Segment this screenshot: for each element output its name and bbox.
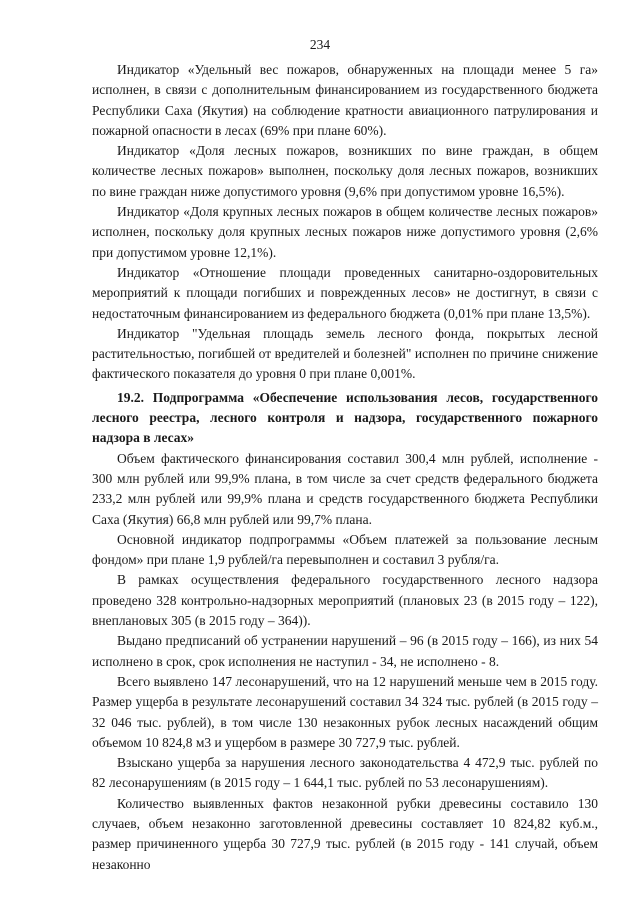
page-number: 234 bbox=[309, 37, 331, 52]
paragraph-violations-detected: Всего выявлено 147 лесонарушений, что на 12 нарушений меньше чем в 2015 году. Размер ущерба в результате лесонарушений составил 34 324 тыс. рублей (в 2015 году – 32 046 тыс. рублей), в том числе 130 незаконных рубок лесных насаждений общим объемом 10 824,8 м3 и ущербом в размере 30 727,9 тыс. рублей. bbox=[92, 673, 598, 750]
paragraph-main-indicator: Основной индикатор подпрограммы «Объем платежей за пользование лесным фондом» при плане 1,9 рублей/га перевыполнен и составил 3 рубля/га. bbox=[92, 531, 598, 568]
paragraph-indicator-citizen-fires: Индикатор «Доля лесных пожаров, возникших по вине граждан, в общем количестве лесных пожаров» выполнен, поскольку доля лесных пожаров, возникших по вине граждан ниже допустимого уровня (9,6% при допустимом уровне 16,5%). bbox=[92, 143, 598, 199]
paragraph-supervision-measures: В рамках осуществления федерального государственного лесного надзора проведено 328 контрольно-надзорных мероприятий (плановых 23 (в 2015 году – 122), внеплановых 305 (в 2015 году – 364)). bbox=[92, 572, 598, 629]
paragraph-indicator-small-fires: Индикатор «Удельный вес пожаров, обнаруженных на площади менее 5 га» исполнен, в связи с дополнительным финансированием из государственного бюджета Республики Саха (Якутия) на соблюдение кратности авиационного патрулирования и пожарной опасности в лесах (69% при плане 60%). bbox=[92, 62, 598, 138]
paragraph-orders-issued: Выдано предписаний об устранении нарушений – 96 (в 2015 году – 166), из них 54 исполнено в срок, срок исполнения не наступил - 34, не исполнено - 8. bbox=[92, 633, 598, 669]
document-body bbox=[92, 60, 598, 875]
paragraph-illegal-logging: Количество выявленных фактов незаконной рубки древесины составило 130 случаев, объем незаконно заготовленной древесины составляет 10 824,82 куб.м., размер причиненного ущерба 30 727,9 тыс. рублей (в 2015 году - 141 случай, объем незаконно bbox=[92, 795, 598, 872]
paragraph-indicator-pest-damage: Индикатор "Удельная площадь земель лесного фонда, покрытых лесной растительностью, погибшей от вредителей и болезней" исполнен по причине снижение фактического показателя до уровня 0 при плане 0,001%. bbox=[92, 325, 598, 382]
paragraph-financing: Объем фактического финансирования составил 300,4 млн рублей, исполнение - 300 млн рублей или 99,9% плана, в том числе за счет средств федерального бюджета 233,2 млн рублей или 99,9% плана и средств государственного бюджета Республики Саха (Якутия) 66,8 млн рублей или 99,7% плана. bbox=[92, 450, 598, 527]
paragraph-indicator-sanitary-measures: Индикатор «Отношение площади проведенных санитарно-оздоровительных мероприятий к площади погибших и поврежденных лесов» не достигнут, в связи с недостаточным финансированием из федерального бюджета (0,01% при плане 13,5%). bbox=[92, 264, 598, 321]
paragraph-indicator-large-fires: Индикатор «Доля крупных лесных пожаров в общем количестве лесных пожаров» исполнен, поскольку доля крупных лесных пожаров ниже допустимого уровня (2,6% при допустимом уровне 12,1%). bbox=[92, 204, 598, 260]
section-heading: 19.2. Подпрограмма «Обеспечение использования лесов, государственного лесного реестра, лесного контроля и надзора, государственного пожарного надзора в лесах» bbox=[92, 389, 598, 446]
paragraph-damages-recovered: Взыскано ущерба за нарушения лесного законодательства 4 472,9 тыс. рублей по 82 лесонарушениям (в 2015 году – 1 644,1 тыс. рублей по 53 лесонарушениям). bbox=[92, 755, 598, 791]
